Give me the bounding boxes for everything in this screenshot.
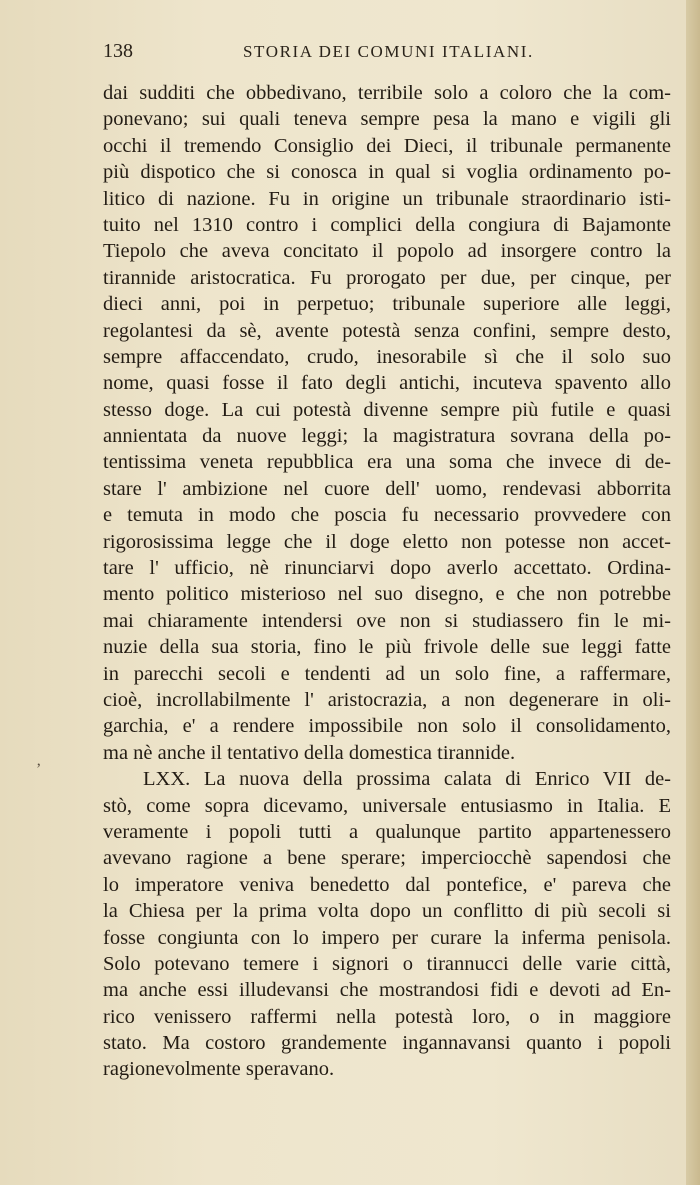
- text-line: regolantesi da sè, avente potestà senza confini, sempre desto,: [103, 319, 671, 342]
- text-line: dai sudditi che obbedivano, terribile solo a coloro che la com-: [103, 82, 671, 104]
- text-line: occhi il tremendo Consiglio dei Dieci, il tribunale permanente: [103, 134, 671, 157]
- text-line: la Chiesa per la prima volta dopo un conflitto di più secoli si: [103, 900, 671, 923]
- text-line: rico venissero raffermi nella potestà loro, o in maggiore: [103, 1005, 671, 1028]
- text-line: ponevano; sui quali teneva sempre pesa la mano e vigili gli: [103, 108, 671, 131]
- text-line: rigorosissima legge che il doge eletto non potesse non accet-: [103, 530, 671, 553]
- text-line: dieci anni, poi in perpetuo; tribunale superiore alle leggi,: [103, 293, 671, 316]
- text-line: tuito nel 1310 contro i complici della congiura di Bajamonte: [103, 213, 671, 236]
- text-line: litico di nazione. Fu in origine un tribunale straordinario isti-: [103, 187, 671, 210]
- text-line: sempre affaccendato, crudo, inesorabile sì che il solo suo: [103, 345, 671, 368]
- text-line: ma anche essi illudevansi che mostrandosi fidi e devoti ad En-: [103, 979, 671, 1002]
- running-title: STORIA DEI COMUNI ITALIANI.: [243, 42, 534, 61]
- text-line: nome, quasi fosse il fato degli antichi, incuteva spavento allo: [103, 372, 671, 395]
- text-line: stato. Ma costoro grandemente ingannavansi quanto i popoli: [103, 1032, 671, 1055]
- margin-mark: ‚: [36, 752, 42, 769]
- text-line: stesso doge. La cui potestà divenne sempre più futile e quasi: [103, 398, 671, 421]
- text-line: più dispotico che si conosca in qual si voglia ordinamento po-: [103, 161, 671, 184]
- body-text: [103, 80, 671, 1083]
- text-line: lo imperatore veniva benedetto dal pontefice, e' pareva che: [103, 873, 671, 896]
- text-line: tare l' ufficio, nè rinunciarvi dopo averlo accettato. Ordina-: [103, 557, 671, 580]
- text-line: fosse congiunta con lo impero per curare la inferma penisola.: [103, 926, 671, 949]
- page-number: 138: [103, 40, 133, 62]
- text-line: garchia, e' a rendere impossibile non solo il consolidamento,: [103, 715, 671, 738]
- section-start-line: LXX. La nuova della prossima calata di Enrico VII de-: [143, 768, 671, 791]
- text-line: avevano ragione a bene sperare; imperciocchè sapendosi che: [103, 847, 671, 870]
- text-line: mai chiaramente intendersi ove non si studiassero fin le mi-: [103, 609, 671, 632]
- text-line: tentissima veneta repubblica era una soma che invece di de-: [103, 451, 671, 474]
- text-line: Solo potevano temere i signori o tirannucci delle varie città,: [103, 952, 671, 975]
- text-line: e temuta in modo che poscia fu necessario provvedere con: [103, 504, 671, 527]
- paragraph-last-line: ma nè anche il tentativo della domestica tirannide.: [103, 741, 516, 764]
- page-header: [103, 40, 673, 66]
- page-edge: [686, 0, 700, 1185]
- text-line: nuzie della sua storia, fino le più frivole delle sue leggi fatte: [103, 636, 671, 659]
- text-line: Tiepolo che aveva concitato il popolo ad insorgere contro la: [103, 240, 671, 263]
- text-line: tirannide aristocratica. Fu prorogato per due, per cinque, per: [103, 266, 671, 289]
- text-line: cioè, incrollabilmente l' aristocrazia, a non degenerare in oli-: [103, 688, 671, 711]
- text-line: in parecchi secoli e tendenti ad un solo fine, a raffermare,: [103, 662, 671, 685]
- text-line: mento politico misterioso nel suo disegno, e che non potrebbe: [103, 583, 671, 606]
- text-line: veramente i popoli tutti a qualunque partito appartenessero: [103, 820, 671, 843]
- text-line: annientata da nuove leggi; la magistratura sovrana della po-: [103, 425, 671, 448]
- paragraph-last-line: ragionevolmente speravano.: [103, 1058, 335, 1081]
- text-line: stò, come sopra dicevamo, universale entusiasmo in Italia. E: [103, 794, 671, 817]
- text-line: stare l' ambizione nel cuore dell' uomo, rendevasi abborrita: [103, 477, 671, 500]
